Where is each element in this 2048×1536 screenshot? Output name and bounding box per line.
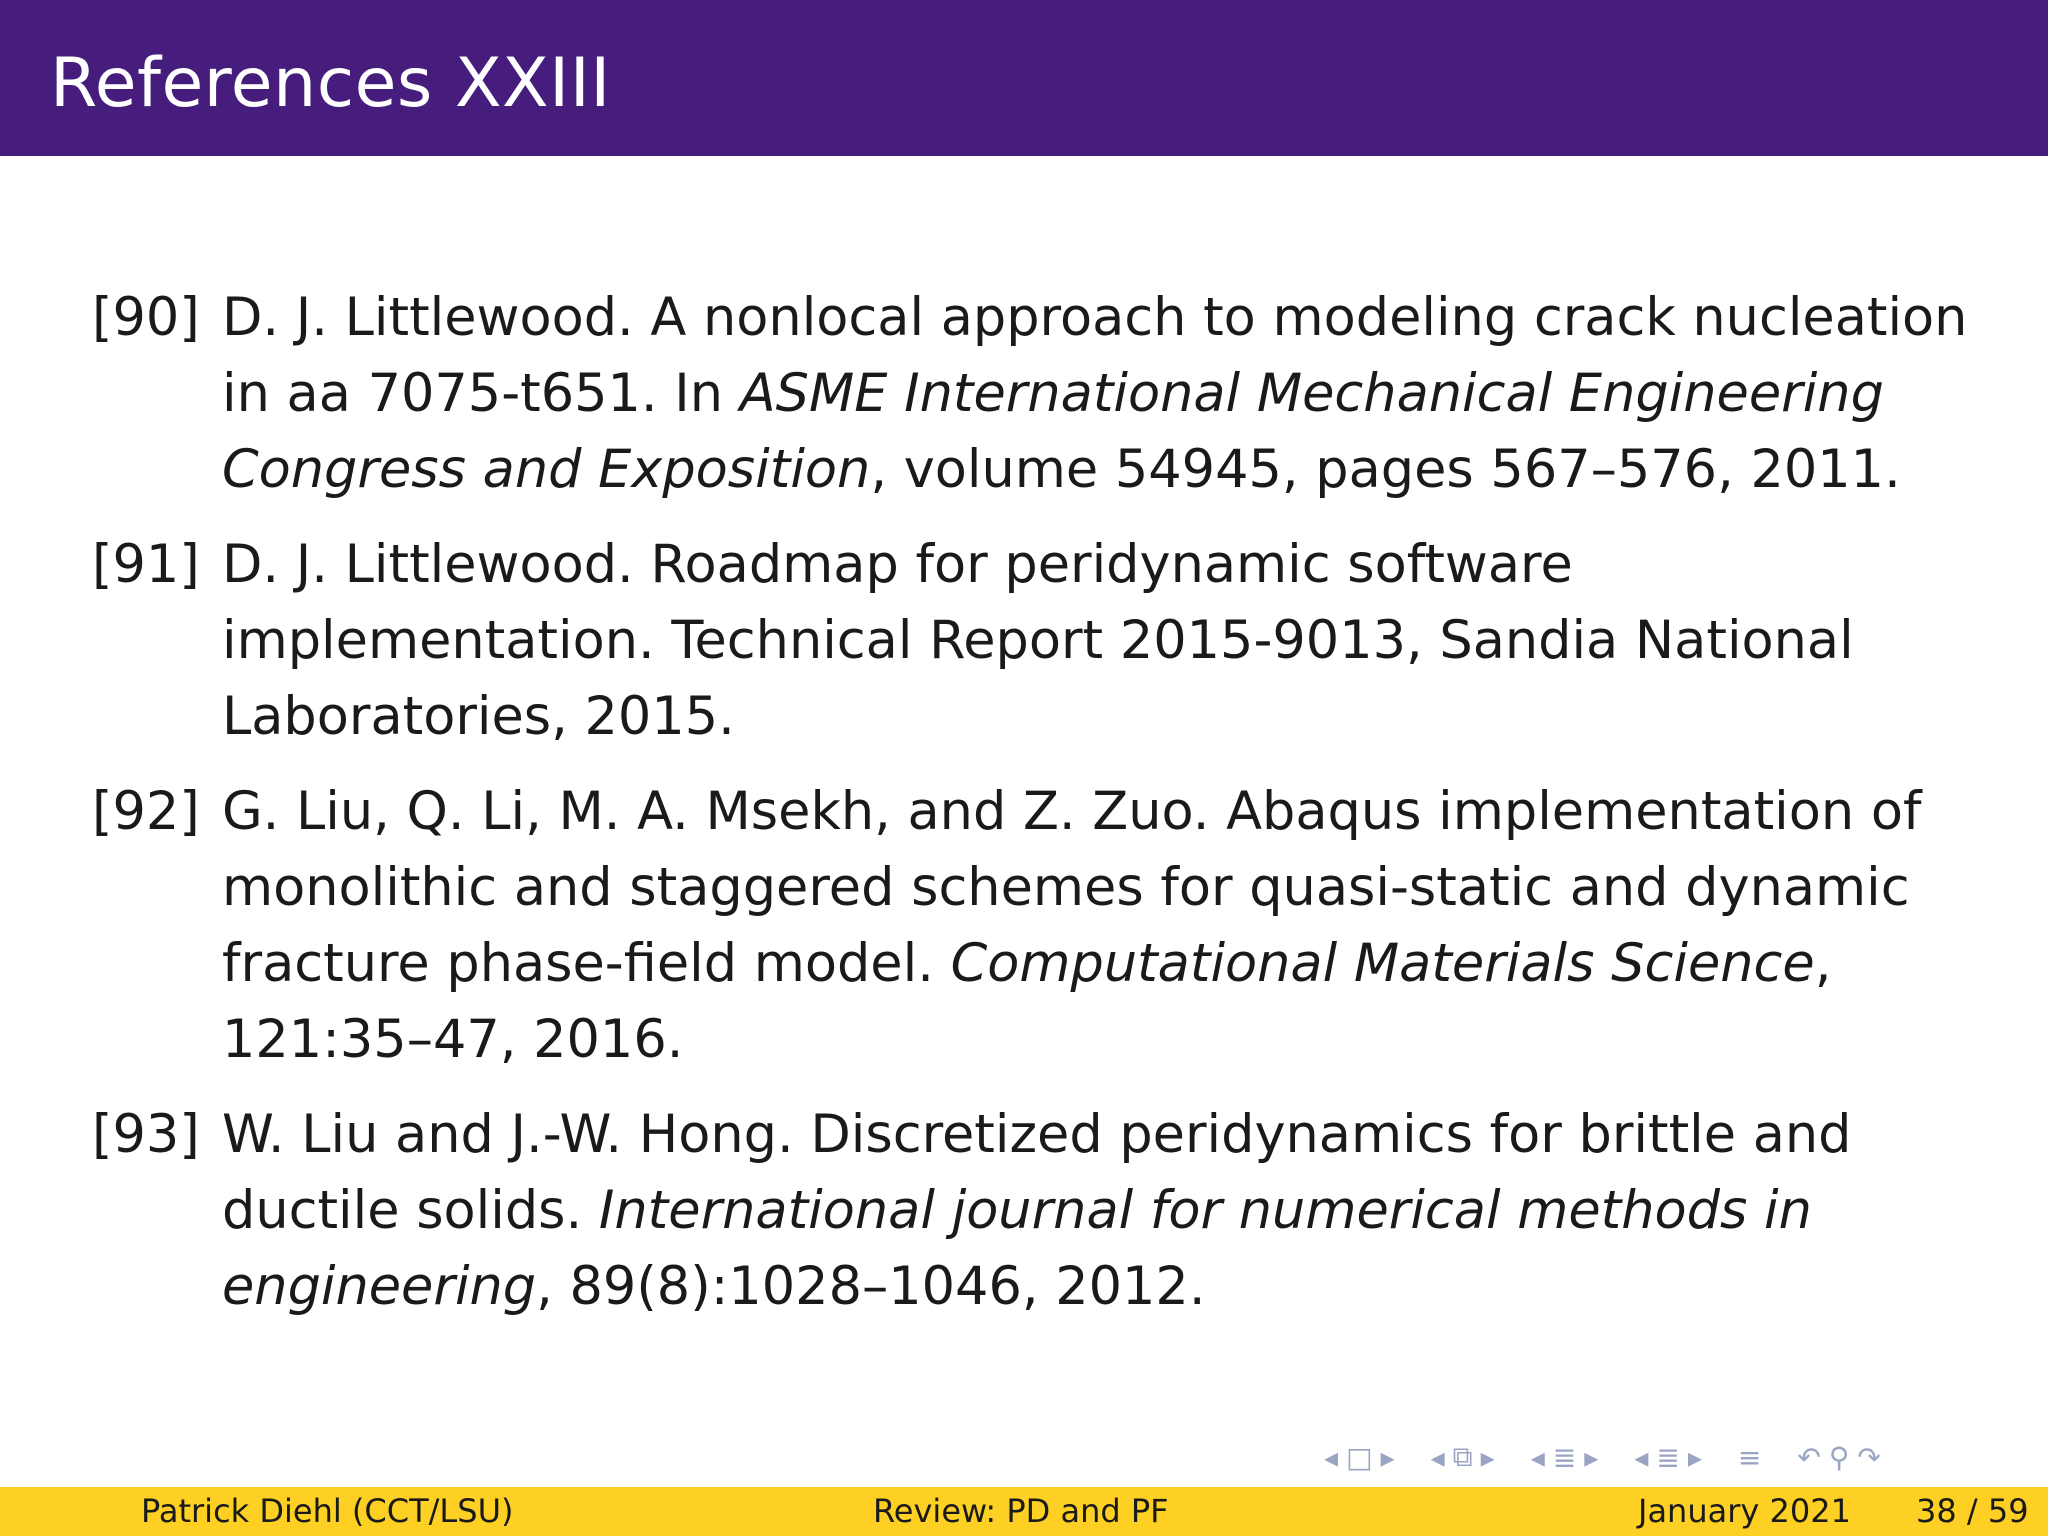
nav-left-arrow-icon[interactable]: ◂ bbox=[1634, 1440, 1649, 1474]
reference-segment: , volume 54945, pages 567–576, 2011. bbox=[870, 439, 1901, 500]
beamer-navigation-bar bbox=[1320, 1437, 1885, 1477]
reference-segment: monolithic and staggered schemes for quasi-static and dynamic bbox=[222, 857, 1910, 918]
footer-author: Patrick Diehl (CCT/LSU) bbox=[141, 1492, 514, 1530]
reference-text bbox=[222, 1097, 2012, 1325]
reference-line bbox=[222, 356, 2012, 432]
reference-label: [91] bbox=[92, 534, 200, 595]
reference-label: [93] bbox=[92, 1104, 200, 1165]
reference-text bbox=[222, 527, 2012, 755]
reference-line bbox=[222, 1002, 2012, 1078]
nav-left-arrow-icon[interactable]: ◂ bbox=[1324, 1440, 1339, 1474]
reference-segment: Laboratories, 2015. bbox=[222, 686, 735, 747]
reference-segment: G. Liu, Q. Li, M. A. Msekh, and Z. Zuo. Abaqus implementation of bbox=[222, 781, 1922, 842]
reference-segment: 121:35–47, 2016. bbox=[222, 1009, 684, 1070]
reference-label: [92] bbox=[92, 781, 200, 842]
reference-label: [90] bbox=[92, 287, 200, 348]
nav-right-arrow-icon[interactable]: ▸ bbox=[1380, 1440, 1395, 1474]
reference-segment: , 89(8):1028–1046, 2012. bbox=[536, 1256, 1206, 1317]
reference-list bbox=[92, 280, 2012, 1344]
reference-entry bbox=[92, 280, 2012, 508]
search-icon[interactable]: ⚲ bbox=[1828, 1440, 1850, 1474]
reference-venue: engineering bbox=[222, 1256, 537, 1317]
reference-entry bbox=[92, 774, 2012, 1078]
footer-page-number: 38 / 59 bbox=[1916, 1492, 2029, 1530]
reference-segment: ductile solids. bbox=[222, 1180, 599, 1241]
reference-entry bbox=[92, 1097, 2012, 1325]
slide-title: References XXIII bbox=[50, 44, 611, 123]
nav-right-arrow-icon[interactable]: ▸ bbox=[1584, 1440, 1599, 1474]
reference-segment: implementation. Technical Report 2015-9013, Sandia National bbox=[222, 610, 1854, 671]
reference-venue: Congress and Exposition bbox=[222, 439, 871, 500]
reference-line bbox=[222, 280, 2012, 356]
reference-line bbox=[222, 926, 2012, 1002]
reference-line bbox=[222, 679, 2012, 755]
footer-title: Review: PD and PF bbox=[873, 1492, 1169, 1530]
reference-segment: W. Liu and J.-W. Hong. Discretized peridynamics for brittle and bbox=[222, 1104, 1852, 1165]
reference-segment: in aa 7075-t651. In bbox=[222, 363, 740, 424]
nav-left-arrow-icon[interactable]: ◂ bbox=[1430, 1440, 1445, 1474]
redo-icon[interactable]: ↷ bbox=[1857, 1440, 1881, 1474]
reference-line bbox=[222, 850, 2012, 926]
reference-venue: International journal for numerical methods in bbox=[598, 1180, 1812, 1241]
reference-line bbox=[222, 1173, 2012, 1249]
reference-segment: , bbox=[1814, 933, 1832, 994]
reference-segment: D. J. Littlewood. A nonlocal approach to modeling crack nucleation bbox=[222, 287, 1968, 348]
reference-line bbox=[222, 1249, 2012, 1325]
reference-text bbox=[222, 774, 2012, 1078]
footer-bar bbox=[0, 1487, 2048, 1536]
reference-line bbox=[222, 527, 2012, 603]
reference-segment: D. J. Littlewood. Roadmap for peridynamic software bbox=[222, 534, 1573, 595]
nav-right-arrow-icon[interactable]: ▸ bbox=[1687, 1440, 1702, 1474]
undo-icon[interactable]: ↶ bbox=[1797, 1440, 1821, 1474]
title-bar bbox=[0, 0, 2048, 156]
reference-line bbox=[222, 603, 2012, 679]
appendix-icon[interactable]: ≡ bbox=[1737, 1440, 1762, 1474]
reference-entry bbox=[92, 527, 2012, 755]
reference-line bbox=[222, 774, 2012, 850]
nav-left-arrow-icon[interactable]: ◂ bbox=[1530, 1440, 1545, 1474]
subsection-icon[interactable]: ⧉ bbox=[1452, 1440, 1473, 1473]
reference-venue: Computational Materials Science bbox=[950, 933, 1815, 994]
frame-icon[interactable]: □ bbox=[1346, 1440, 1373, 1474]
document-icon[interactable]: ≣ bbox=[1656, 1440, 1680, 1474]
footer-date: January 2021 bbox=[1638, 1492, 1851, 1530]
reference-venue: ASME International Mechanical Engineering bbox=[739, 363, 1884, 424]
reference-line bbox=[222, 1097, 2012, 1173]
reference-text bbox=[222, 280, 2012, 508]
reference-line bbox=[222, 432, 2012, 508]
nav-right-arrow-icon[interactable]: ▸ bbox=[1480, 1440, 1495, 1474]
section-icon[interactable]: ≣ bbox=[1552, 1440, 1577, 1474]
reference-segment: fracture phase-field model. bbox=[222, 933, 951, 994]
